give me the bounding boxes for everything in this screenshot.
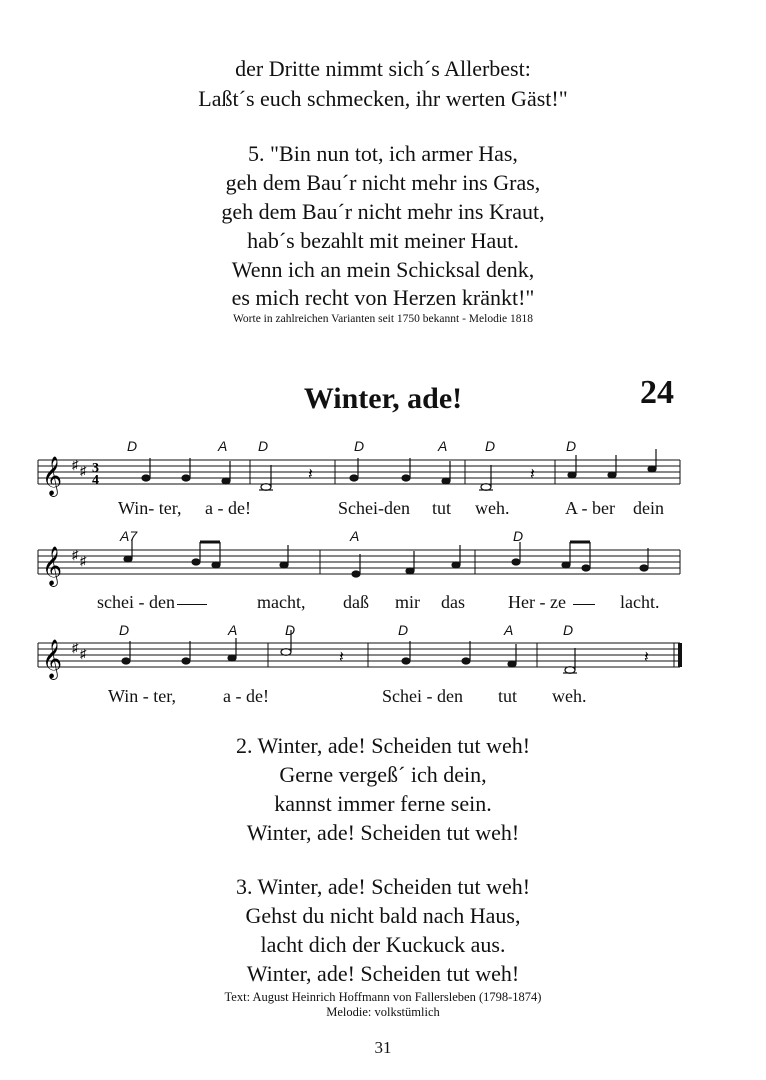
lyric: mir (395, 592, 420, 612)
chord: D (563, 622, 574, 638)
verse-3-line-1: 3. Winter, ade! Scheiden tut weh! (235, 874, 531, 899)
lyric: a - de! (223, 686, 269, 706)
note (182, 475, 190, 481)
note (124, 556, 132, 562)
time-sig-bottom: 4 (92, 473, 99, 488)
lyric: macht, (257, 592, 306, 612)
verse-3-line-4: Winter, ade! Scheiden tut weh! (246, 961, 520, 986)
chord: D (119, 622, 130, 638)
chord: A (228, 622, 238, 638)
prev-line-7: Wenn ich an mein Schicksal denk, (231, 257, 535, 282)
sharp-icon: ♯ (80, 553, 87, 568)
prev-line-3: 5. "Bin nun tot, ich armer Has, (248, 141, 518, 166)
treble-clef-icon: 𝄞 (42, 641, 63, 678)
prev-line-8: es mich recht von Herzen kränkt!" (231, 285, 535, 310)
lyric: A - ber (565, 498, 615, 518)
note (222, 478, 230, 484)
sharp-icon: ♯ (72, 457, 79, 472)
sharp-icon: ♯ (80, 463, 87, 478)
note (462, 658, 470, 664)
note (512, 559, 520, 565)
note (568, 472, 576, 478)
page-number: 31 (374, 1038, 392, 1057)
note (142, 475, 150, 481)
chord: D (354, 438, 365, 454)
note (565, 667, 575, 674)
note (452, 562, 460, 568)
lyric: tut (498, 686, 518, 706)
note (261, 484, 271, 491)
note (402, 658, 410, 664)
prev-line-2: Laßt´s euch schmecken, ihr werten Gäst!" (198, 86, 568, 111)
lyric: Win - ter, (108, 686, 177, 706)
chord: D (485, 438, 496, 454)
rest-icon: 𝄽 (308, 466, 313, 483)
lyric: dein (633, 498, 664, 518)
staff-3 (0, 638, 766, 688)
song-title: Winter, ade! (303, 382, 463, 415)
lyric: das (441, 592, 465, 612)
sharp-icon: ♯ (72, 547, 79, 562)
treble-clef-icon: 𝄞 (42, 548, 63, 585)
lyric: schei - den (97, 592, 175, 612)
prev-line-6: hab´s bezahlt mit meiner Haut. (247, 228, 519, 253)
note (402, 475, 410, 481)
note (182, 658, 190, 664)
verse-2-line-4: Winter, ade! Scheiden tut weh! (246, 820, 520, 845)
lyric: Her - ze (508, 592, 566, 612)
note (281, 649, 291, 656)
lyric: a - de! (205, 498, 251, 518)
note (640, 565, 648, 571)
note (212, 562, 220, 568)
credit-melody: Melodie: volkstümlich (326, 1005, 440, 1019)
note (352, 571, 360, 577)
verse-2-line-3: kannst immer ferne sein. (274, 791, 492, 816)
note (608, 472, 616, 478)
time-sig-top: 3 (92, 461, 99, 476)
note (648, 466, 656, 472)
song-number: 24 (640, 374, 674, 411)
note (280, 562, 288, 568)
prev-credit: Worte in zahlreichen Varianten seit 1750 bekannt - Melodie 1818 (232, 313, 533, 325)
chord: A (504, 622, 514, 638)
prev-line-1: der Dritte nimmt sich´s Allerbest: (235, 56, 531, 81)
chord: D (127, 438, 138, 454)
chord: A7 (120, 528, 138, 544)
credit-text: Text: August Heinrich Hoffmann von Fallersleben (1798-1874) (224, 990, 542, 1004)
chord: D (566, 438, 577, 454)
staff-2 (0, 545, 766, 595)
chord: A (350, 528, 360, 544)
sharp-icon: ♯ (72, 640, 79, 655)
verse-2-line-2: Gerne vergeß´ ich dein, (279, 762, 487, 787)
lyric: Schei-den (338, 498, 410, 518)
lyric: lacht. (620, 592, 660, 612)
note (228, 655, 236, 661)
lyric: tut (432, 498, 452, 518)
sharp-icon: ♯ (80, 646, 87, 661)
note (582, 565, 590, 571)
note (350, 475, 358, 481)
lyric: Win- ter, (118, 498, 182, 518)
note (406, 568, 414, 574)
rest-icon: 𝄽 (644, 649, 649, 666)
lyric: weh. (475, 498, 510, 518)
verse-2-line-1: 2. Winter, ade! Scheiden tut weh! (235, 733, 531, 758)
chord: A (438, 438, 448, 454)
lyric: weh. (552, 686, 587, 706)
chord: D (398, 622, 409, 638)
treble-clef-icon: 𝄞 (42, 458, 63, 495)
rest-icon: 𝄽 (339, 649, 344, 666)
note (481, 484, 491, 491)
prev-line-5: geh dem Bau´r nicht mehr ins Kraut, (221, 199, 545, 224)
lyric: Schei - den (382, 686, 463, 706)
note (192, 559, 200, 565)
chord: D (258, 438, 269, 454)
chord: A (218, 438, 228, 454)
note (508, 661, 516, 667)
melisma-line (573, 604, 595, 605)
verse-3-line-2: Gehst du nicht bald nach Haus, (245, 903, 521, 928)
chord: D (285, 622, 296, 638)
lyric: daß (343, 592, 369, 612)
prev-line-4: geh dem Bau´r nicht mehr ins Gras, (225, 170, 541, 195)
melisma-line (177, 604, 207, 605)
note (562, 562, 570, 568)
chord: D (513, 528, 524, 544)
note (122, 658, 130, 664)
note (442, 478, 450, 484)
rest-icon: 𝄽 (530, 466, 535, 483)
verse-3-line-3: lacht dich der Kuckuck aus. (260, 932, 506, 957)
